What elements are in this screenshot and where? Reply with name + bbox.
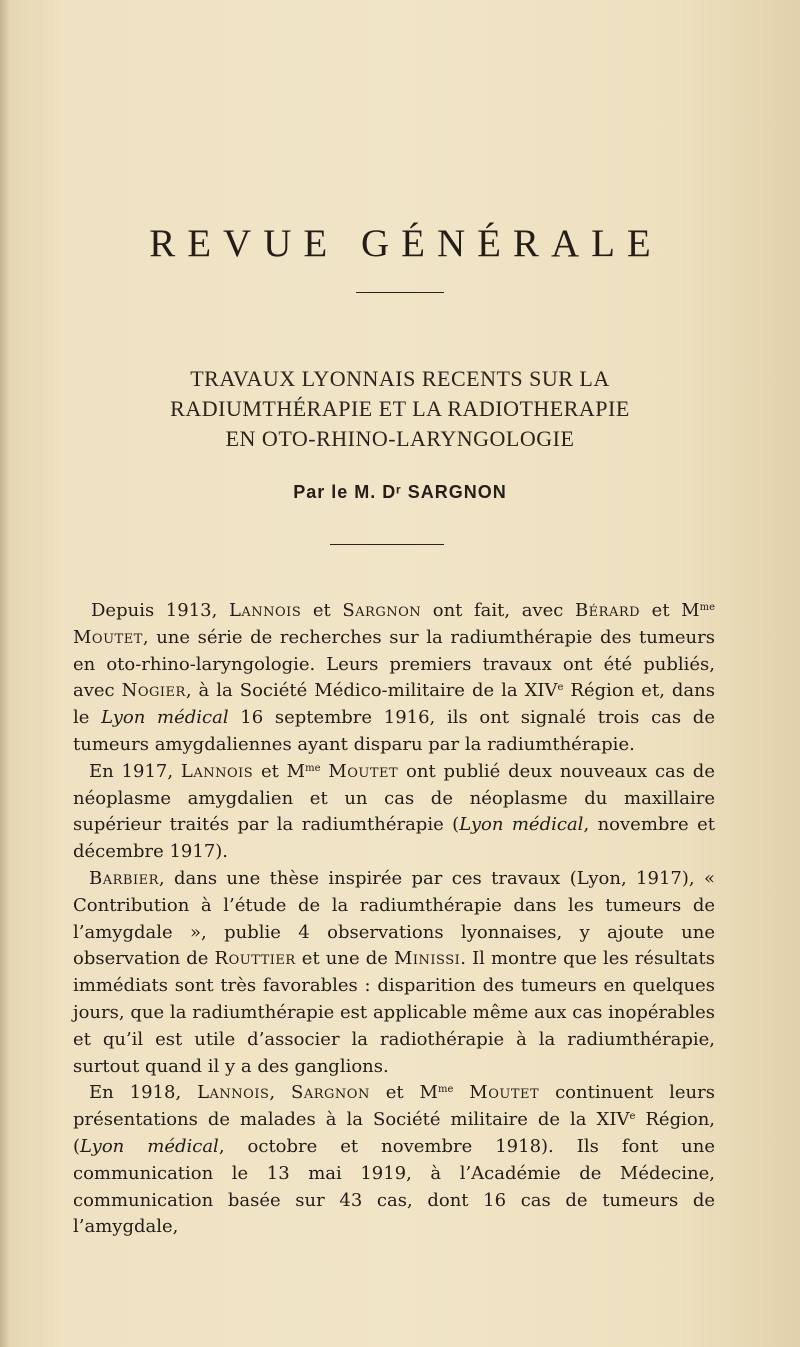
paragraph-2 [73, 759, 715, 866]
text-run: et M [369, 1082, 438, 1104]
section-title: REVUE GÉNÉRALE [149, 222, 663, 265]
text-run: En 1918, [89, 1082, 198, 1104]
text-run: Lyon médical [101, 707, 229, 729]
paragraph-1 [73, 598, 715, 759]
text-run: , une série de recherches sur la radiumthérapie des tumeurs en oto-rhino-laryngologie. Leurs premiers travaux ont été publiés, avec [73, 626, 715, 702]
text-run: Moutet [73, 626, 143, 648]
text-run: , [269, 1082, 292, 1104]
text-run: Barbier [89, 867, 159, 889]
text-run: Lannois [197, 1082, 270, 1104]
text-run: et M [253, 760, 306, 782]
text-run [453, 1082, 469, 1103]
paragraph-3 [73, 866, 715, 1080]
text-run: ont fait, avec [421, 600, 575, 621]
text-run: Bérard [574, 600, 641, 621]
text-run: , dans une thèse inspirée par ces travaux (Lyon, 1917), « Contribution à l’étude de la radiumthérapie dans les tumeurs de l’amygdale », publie 4 observations lyonnaises, y ajoute une observation de [73, 867, 715, 970]
text-run: Lannois [228, 600, 302, 621]
text-run: e [629, 1111, 636, 1123]
text-run: me [305, 762, 321, 774]
text-run: e [557, 682, 564, 694]
text-run: Routtier [214, 948, 296, 970]
text-run: continuent leurs présentations de malades à la Société militaire de la XIV [73, 1082, 715, 1131]
article-title-line-1: TRAVAUX LYONNAIS RECENTS SUR LA [190, 366, 610, 391]
text-run: Lannois [180, 760, 254, 782]
text-run: Minissi [393, 948, 461, 970]
text-run: Depuis 1913, [91, 600, 229, 621]
text-run: , à la Société Médico-militaire de la XIV [185, 680, 558, 702]
text-run: Lyon médical [80, 1135, 219, 1157]
text-run: Sargnon [291, 1082, 370, 1104]
text-run: , novembre et décembre 1917). [73, 814, 715, 863]
text-run: Région, ( [73, 1109, 716, 1157]
text-run: , octobre et novembre 1918). Ils font une communication le 13 mai 1919, à l’Académie de Médecine, communication basée sur 43 cas, dont 16 cas de tumeurs de l’amygdale, [73, 1135, 715, 1238]
text-run: et [301, 600, 343, 621]
text-run: 16 septembre 1916, ils ont signalé trois cas de tumeurs amygdaliennes ayant disparu par la radiumthérapie. [73, 707, 715, 755]
article-title [0, 364, 800, 454]
text-run: ont publié deux nouveaux cas de néoplasme amygdalien et un cas de néoplasme du maxillaire supérieur traités par la radiumthérapie ( [73, 760, 715, 836]
text-run: et une de [295, 948, 394, 970]
text-run: me [437, 1084, 454, 1096]
text-run: Moutet [469, 1082, 540, 1104]
author-byline: Par le M. Dʳ SARGNON [293, 482, 507, 502]
text-run: et M [640, 600, 700, 621]
article-title-line-2: RADIUMTHÉRAPIE ET LA RADIOTHERAPIE [170, 396, 630, 421]
article-body [73, 598, 715, 1241]
text-run: Sargnon [342, 600, 422, 621]
author-divider [330, 544, 444, 545]
text-run: . Il montre que les résultats immédiats sont très favorables : disparition des tumeurs en quelques jours, que la radiumthérapie est applicable même aux cas inopérables et qu’il est utile d’associer la radiothérapie à la radiumthérapie, surtout quand il y a des ganglions. [73, 948, 715, 1077]
text-run: Région et, dans le [73, 680, 715, 729]
article-title-line-3: EN OTO-RHINO-LARYNGOLOGIE [225, 426, 575, 451]
text-run: me [699, 602, 715, 613]
paragraph-4 [73, 1080, 715, 1241]
page-binding-shadow [0, 0, 10, 1347]
text-run: Lyon médical [459, 814, 584, 836]
text-run: En 1917, [89, 760, 181, 782]
text-run: Moutet [328, 760, 399, 782]
title-divider [356, 292, 444, 293]
text-run: Nogier [121, 680, 186, 702]
